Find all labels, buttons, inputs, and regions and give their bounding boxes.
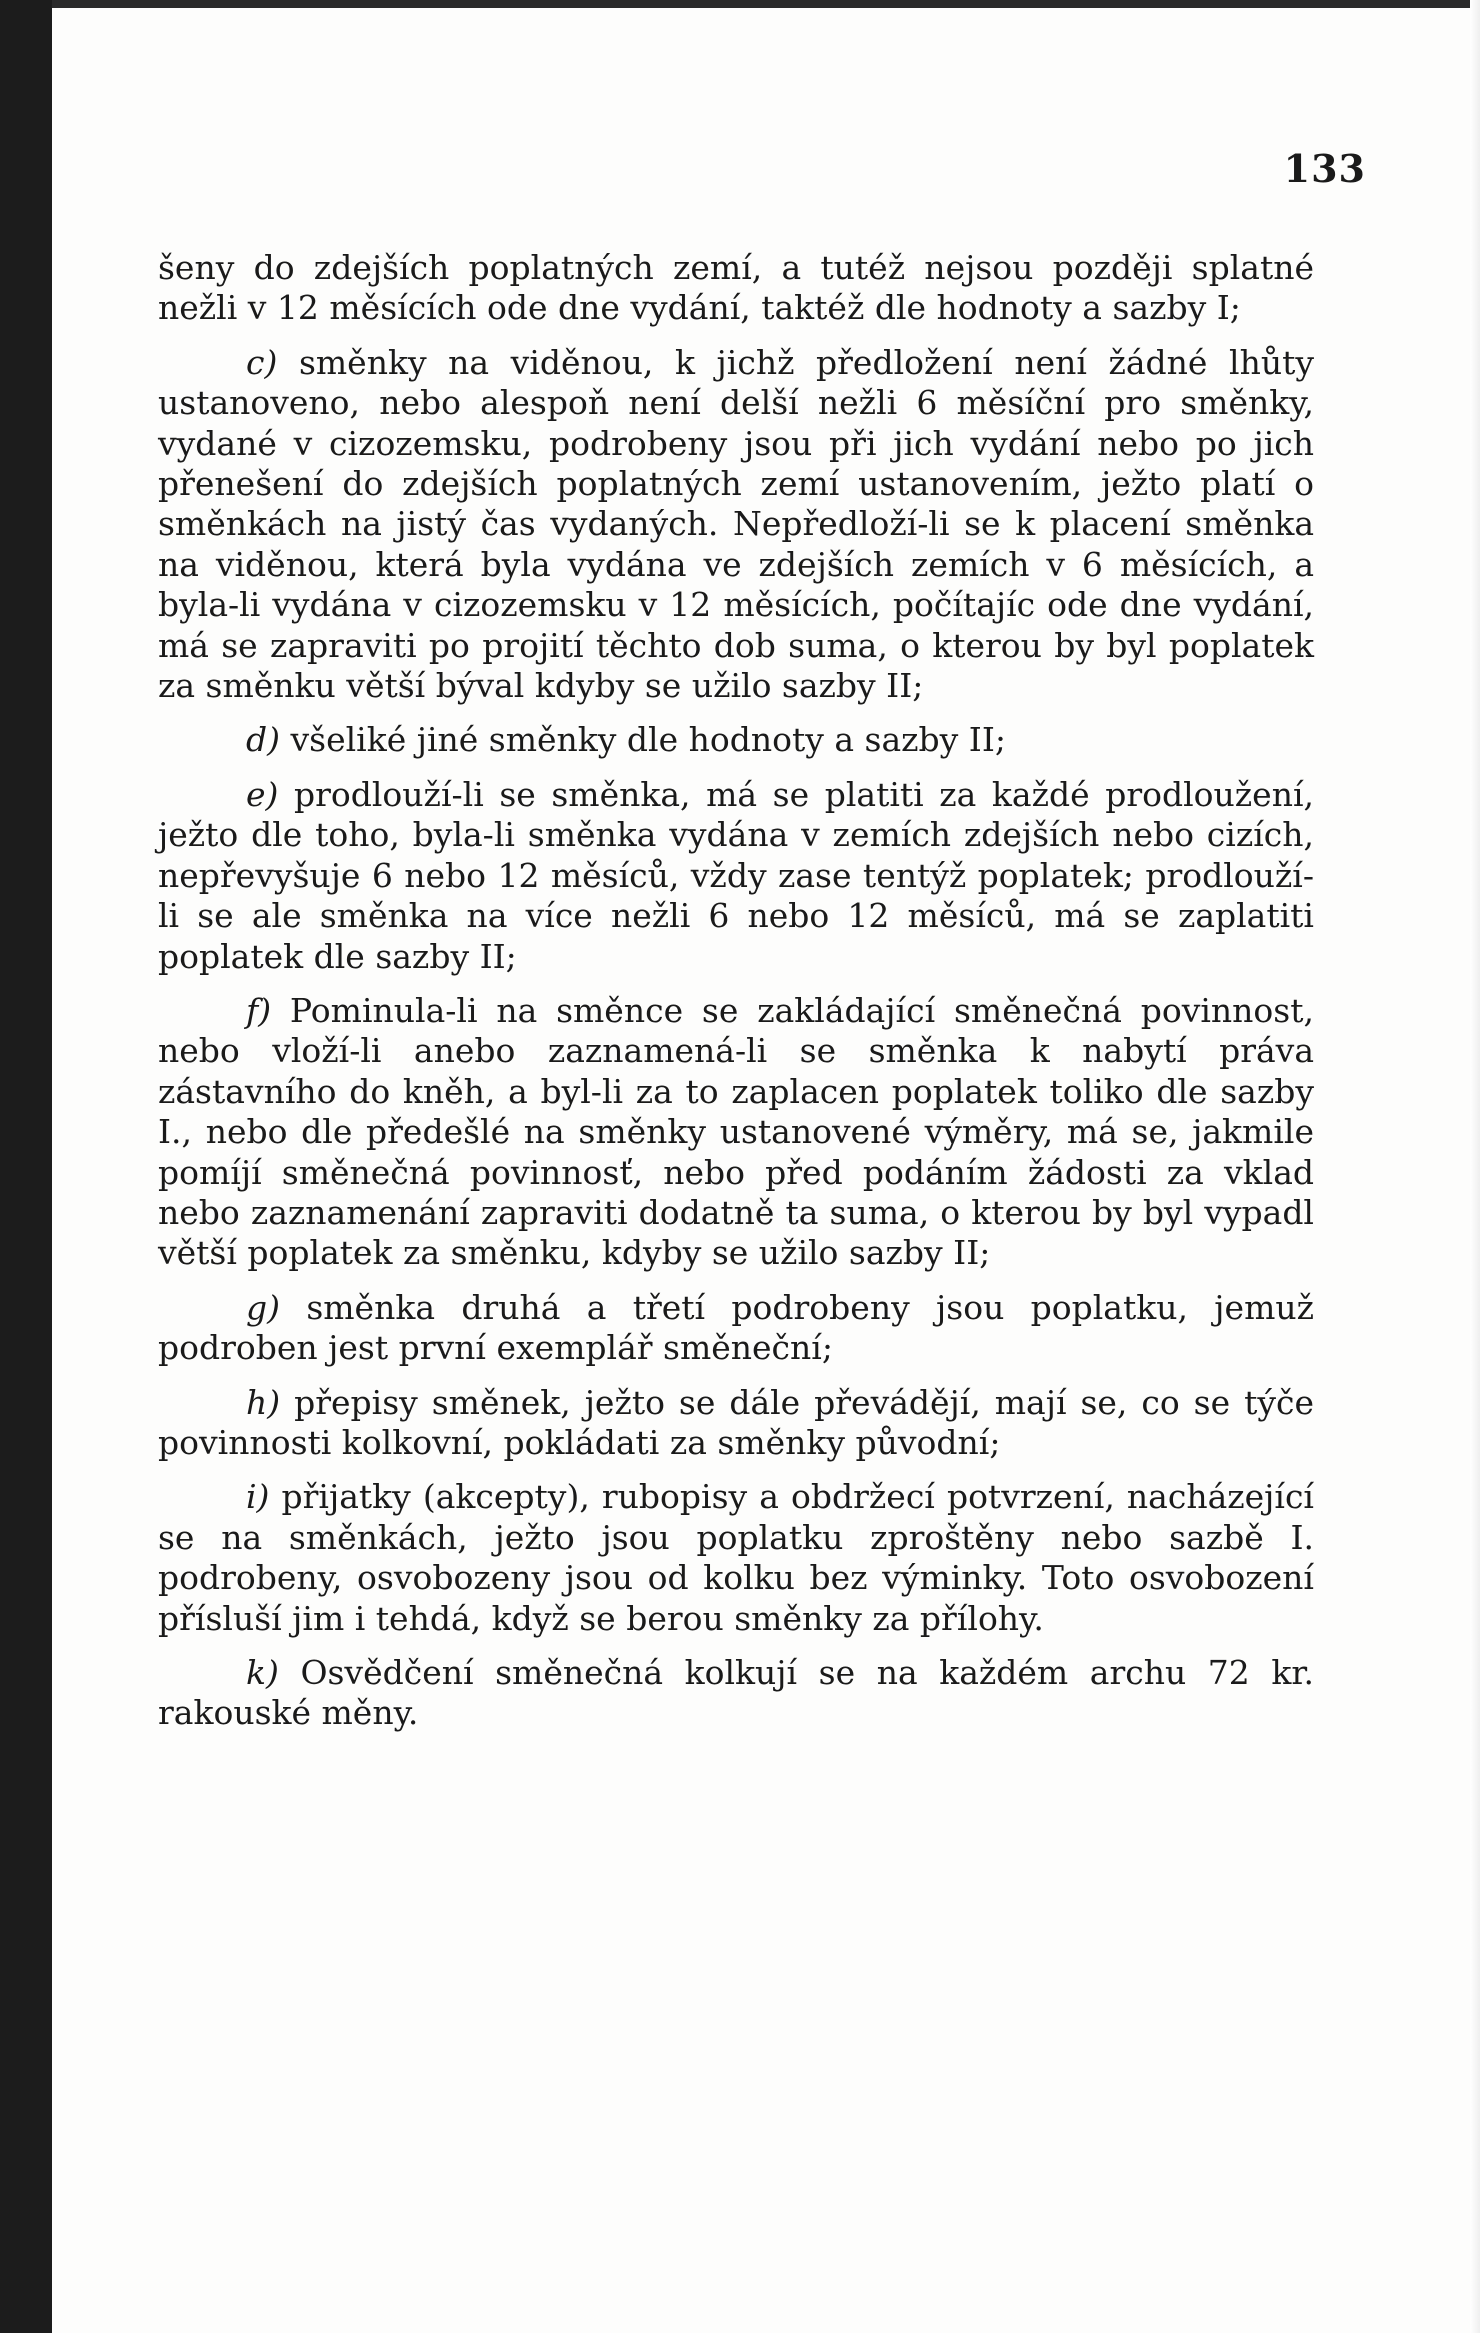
paragraph-letter: h) <box>246 1382 281 1422</box>
paragraph-g <box>158 1288 1314 1369</box>
paragraph-text: Osvědčení směnečná kolkují se na každém archu 72 kr. rakouské měny. <box>158 1653 1314 1733</box>
paragraph-letter: e) <box>246 774 279 814</box>
paragraph-f <box>158 991 1314 1274</box>
paragraph-letter: k) <box>246 1653 279 1692</box>
paragraph-text: šeny do zdejších poplatných zemí, a tutéž nejsou později splatné nežli v 12 měsících ode dne vydání, taktéž dle hodnoty a sazby I; <box>158 248 1314 328</box>
scan-top-border <box>0 0 1480 8</box>
paragraph-letter: g) <box>246 1287 280 1327</box>
paragraph-i <box>158 1477 1314 1639</box>
book-page <box>52 8 1470 2333</box>
paragraph-k <box>158 1653 1314 1734</box>
paragraph-letter: c) <box>246 342 278 382</box>
text-column <box>158 248 1314 1748</box>
paragraph-text: směnka druhá a třetí podrobeny jsou poplatku, jemuž podroben jest první exemplář směneční; <box>158 1287 1314 1368</box>
paragraph-h <box>158 1383 1314 1464</box>
paragraph-continuation <box>158 248 1314 329</box>
scan-left-border <box>0 0 52 2333</box>
paragraph-text: prodlouží-li se směnka, má se platiti za každé prodloužení, ježto dle toho, byla-li směnka vydána v zemích zdejších nebo cizích, nepřevyšuje 6 nebo 12 měsíců, vždy zase tentýž poplatek; prodlouží-li se ale směnka na více nežli 6 nebo 12 měsíců, má se zaplatiti poplatek dle sazby II; <box>158 774 1314 976</box>
paragraph-text: přijatky (akcepty), rubopisy a obdržecí potvrzení, nacházející se na směnkách, ježto jsou poplatku zproštěny nebo sazbě I. podrobeny, osvobozeny jsou od kolku bez výminky. Toto osvobození přísluší jim i tehdá, když se berou směnky za přílohy. <box>158 1477 1314 1638</box>
page-number: 133 <box>1283 146 1366 191</box>
paragraph-text: Pominula-li na směnce se zakládající směnečná povinnost, nebo vloží-li anebo zaznamená-li se směnka k nabytí práva zástavního do kněh, a byl-li za to zaplacen poplatek toliko dle sazby I., nebo dle předešlé na směnky ustanovené výměry, má se, jakmile pomíjí směnečná povinnosť, nebo před podáním žádosti za vklad nebo zaznamenání zapraviti dodatně ta suma, o kterou by byl vypadl větší poplatek za směnku, kdyby se užilo sazby II; <box>158 990 1314 1273</box>
paragraph-d <box>158 720 1314 760</box>
scan-right-edge <box>1470 0 1480 2333</box>
paragraph-text: přepisy směnek, ježto se dále převádějí, mají se, co se týče povinnosti kolkovní, pokládati za směnky původní; <box>158 1382 1314 1462</box>
paragraph-c <box>158 343 1314 707</box>
paragraph-e <box>158 775 1314 977</box>
paragraph-text: všeliké jiné směnky dle hodnoty a sazby II; <box>280 720 1006 760</box>
paragraph-letter: f) <box>246 990 272 1030</box>
paragraph-letter: i) <box>246 1477 270 1517</box>
paragraph-text: směnky na viděnou, k jichž předložení není žádné lhůty ustanoveno, nebo alespoň není delší nežli 6 měsíční pro směnky, vydané v cizozemsku, podrobeny jsou při jich vydání nebo po jich přenešení do zdejších poplatných zemí ustanovením, ježto platí o směnkách na jistý čas vydaných. Nepředloží-li se k placení směnka na viděnou, která byla vydána ve zdejších zemích v 6 měsících, a byla-li vydána v cizozemsku v 12 měsících, počítajíc ode dne vydání, má se zapraviti po projití těchto dob suma, o kterou by byl poplatek za směnku větší býval kdyby se užilo sazby II; <box>158 342 1314 706</box>
paragraph-letter: d) <box>246 720 280 760</box>
